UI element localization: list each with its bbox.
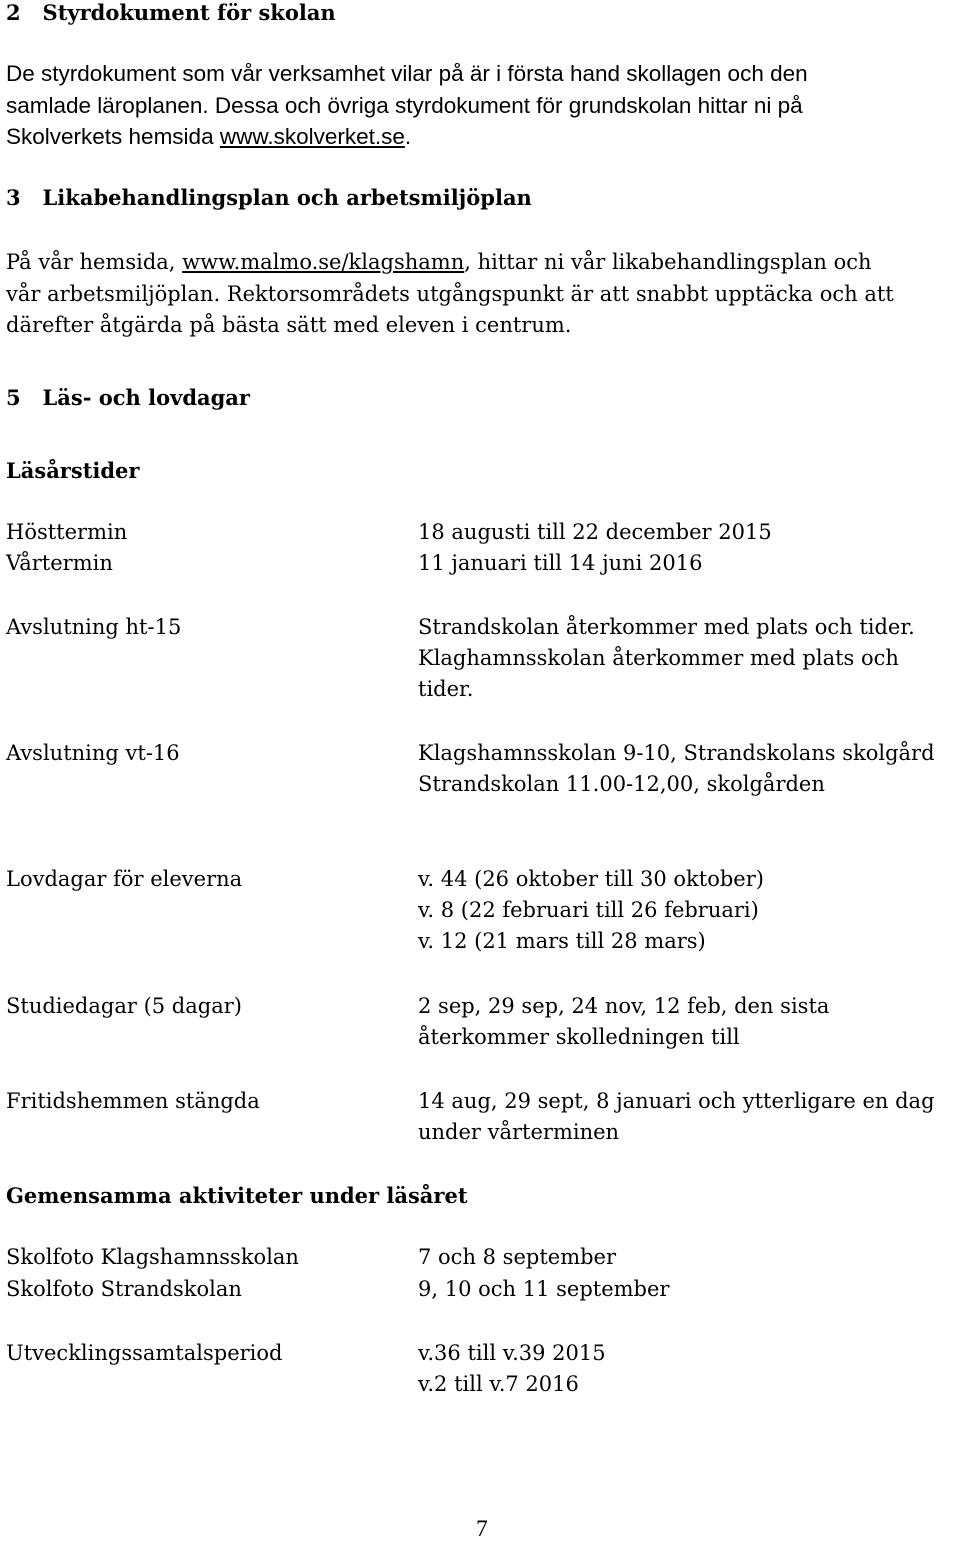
closing-ht-line-1: Strandskolan återkommer med plats och tider. bbox=[418, 615, 915, 639]
sec2-line-2: samlade läroplanen. Dessa och övriga styrdokument för grundskolan hittar ni på bbox=[6, 93, 803, 118]
sec3-line-3: därefter åtgärda på bästa sätt med eleven i centrum. bbox=[6, 313, 572, 337]
term-value-autumn: 18 augusti till 22 december 2015 bbox=[418, 520, 772, 544]
closing-ht-line-2: Klaghamnsskolan återkommer med plats och bbox=[418, 646, 899, 670]
talk-line-1: v.36 till v.39 2015 bbox=[418, 1341, 606, 1365]
photo2-label: Skolfoto Strandskolan bbox=[6, 1277, 242, 1301]
fritid-line-1: 14 aug, 29 sept, 8 januari och ytterligare en dag bbox=[418, 1089, 935, 1113]
study-days-line-2: återkommer skolledningen till bbox=[418, 1025, 740, 1049]
term-label-spring: Vårtermin bbox=[6, 551, 113, 575]
closing-vt-line-2: Strandskolan 11.00-12,00, skolgården bbox=[418, 772, 825, 796]
sec3-line-1 bbox=[6, 250, 872, 274]
closing-vt-label: Avslutning vt-16 bbox=[6, 741, 180, 765]
activities-heading: Gemensamma aktiviteter under läsåret bbox=[6, 1183, 468, 1208]
sec3-line-1-pre: På vår hemsida, bbox=[6, 250, 183, 274]
term-value-spring: 11 januari till 14 juni 2016 bbox=[418, 551, 703, 575]
talk-line-2: v.2 till v.7 2016 bbox=[418, 1372, 579, 1396]
fritid-line-2: under vårterminen bbox=[418, 1120, 620, 1144]
term-label-autumn: Hösttermin bbox=[6, 520, 128, 544]
closing-ht-label: Avslutning ht-15 bbox=[6, 615, 182, 639]
sec2-line-1: De styrdokument som vår verksamhet vilar på är i första hand skollagen och den bbox=[6, 61, 808, 86]
lov-line-3: v. 12 (21 mars till 28 mars) bbox=[418, 929, 706, 953]
closing-vt-line-1: Klagshamnsskolan 9-10, Strandskolans skolgård bbox=[418, 741, 935, 765]
study-days-label: Studiedagar (5 dagar) bbox=[6, 994, 242, 1018]
sec3-line-2 bbox=[6, 282, 894, 306]
sec3-line-2b: Rektorsområdets utgångspunkt är att snabbt upptäcka och att bbox=[226, 282, 894, 306]
page-number: 7 bbox=[476, 1516, 488, 1542]
sec2-line-3-post: . bbox=[404, 124, 412, 149]
photo1-value: 7 och 8 september bbox=[418, 1245, 617, 1269]
study-days-line-1: 2 sep, 29 sep, 24 nov, 12 feb, den sista bbox=[418, 994, 830, 1018]
photo2-value: 9, 10 och 11 september bbox=[418, 1277, 670, 1301]
malmo-klagshamn-link[interactable]: www.malmo.se/klagshamn bbox=[182, 250, 465, 274]
section-5-heading: 5 Läs- och lovdagar bbox=[6, 385, 250, 410]
lov-label: Lovdagar för eleverna bbox=[6, 867, 243, 891]
sec2-line-3 bbox=[6, 124, 411, 150]
lov-line-1: v. 44 (26 oktober till 30 oktober) bbox=[418, 867, 764, 891]
sec3-line-1-post: , hittar ni vår likabehandlingsplan och bbox=[464, 250, 872, 274]
lov-line-2: v. 8 (22 februari till 26 februari) bbox=[418, 898, 759, 922]
sec3-line-2a: vår arbetsmiljöplan. bbox=[6, 282, 227, 306]
fritid-label: Fritidshemmen stängda bbox=[6, 1089, 260, 1113]
closing-ht-line-3: tider. bbox=[418, 677, 474, 701]
section-2-heading: 2 Styrdokument för skolan bbox=[6, 0, 336, 25]
section-3-heading: 3 Likabehandlingsplan och arbetsmiljöplan bbox=[6, 185, 532, 210]
lasarstider-heading: Läsårstider bbox=[6, 458, 140, 483]
skolverket-link[interactable]: www.skolverket.se bbox=[219, 124, 405, 149]
photo1-label: Skolfoto Klagshamnsskolan bbox=[6, 1245, 299, 1269]
sec2-line-3-pre: Skolverkets hemsida bbox=[6, 124, 220, 149]
talk-label: Utvecklingssamtalsperiod bbox=[6, 1341, 283, 1365]
